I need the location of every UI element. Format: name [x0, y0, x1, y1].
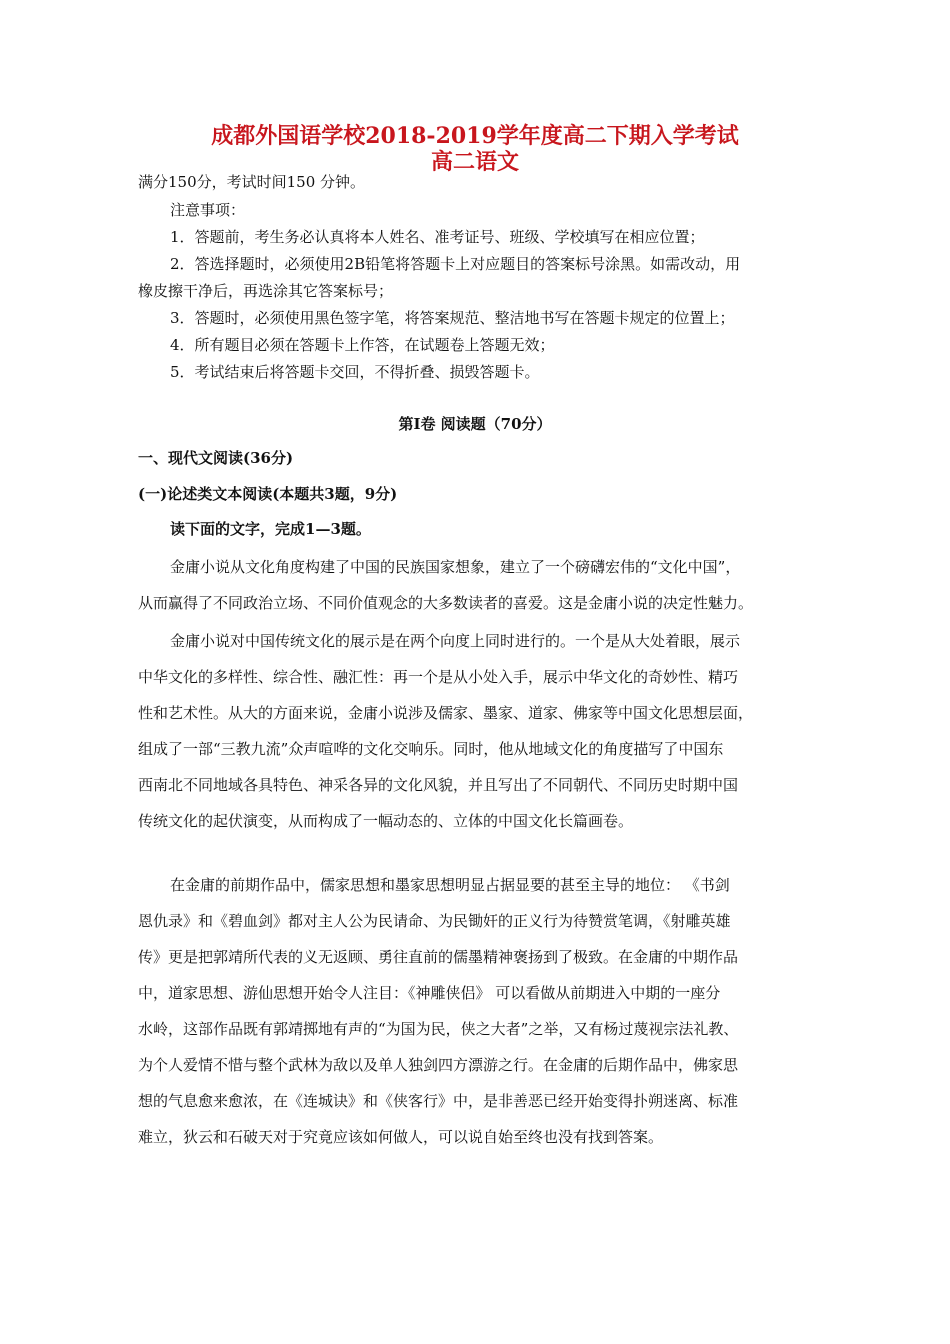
paragraph-line: 传统文化的起伏演变，从而构成了一幅动态的、立体的中国文化长篇画卷。 [138, 812, 634, 830]
notice-item: 4．所有题目必须在答题卡上作答，在试题卷上答题无效； [170, 336, 555, 354]
notice-item: 2．答选择题时，必须使用2B铅笔将答题卡上对应题目的答案标号涂黑。如需改动，用 [170, 255, 741, 273]
paragraph-line: 水岭，这部作品既有郭靖掷地有声的“为国为民，侠之大者”之举，又有杨过蔑视宗法礼教、 [138, 1020, 739, 1038]
paragraph-line: 传》更是把郭靖所代表的义无返顾、勇往直前的儒墨精神褒扬到了极致。在金庸的中期作品 [138, 948, 739, 966]
paragraph-line: 难立，狄云和石破天对于究竟应该如何做人，可以说自始至终也没有找到答案。 [138, 1128, 664, 1146]
paragraph-line: 想的气息愈来愈浓，在《连城诀》和《侠客行》中，是非善恶已经开始变得扑朔迷离、标准 [138, 1092, 739, 1110]
volume-heading: 第Ⅰ卷 阅读题（70分） [398, 415, 552, 433]
notice-block [138, 197, 828, 386]
paragraph-line: 金庸小说从文化角度构建了中国的民族国家想象，建立了一个磅礴宏伟的“文化中国”， [170, 558, 741, 576]
notice-item: 3．答题时，必须使用黑色签字笔，将答案规范、整洁地书写在答题卡规定的位置上； [170, 309, 735, 327]
reading-instruction: 读下面的文字，完成1—3题。 [170, 520, 371, 538]
paragraph-line: 性和艺术性。从大的方面来说，金庸小说涉及儒家、墨家、道家、佛家等中国文化思想层面， [138, 704, 754, 722]
passage-paragraph [138, 623, 820, 839]
paragraph-line: 西南北不同地域各具特色、神采各异的文化风貌，并且写出了不同朝代、不同历史时期中国 [138, 776, 739, 794]
exam-subtitle: 高二语文 [430, 149, 519, 175]
score-time-info: 满分150分，考试时间150 分钟。 [138, 173, 366, 191]
paragraph-line: 组成了一部“三教九流”众声喧哗的文化交响乐。同时，他从地域文化的角度描写了中国东 [138, 740, 724, 758]
paragraph-line: 在金庸的前期作品中，儒家思想和墨家思想明显占据显要的甚至主导的地位： 《书剑 [170, 876, 730, 894]
paragraph-line: 中华文化的多样性、综合性、融汇性：再一个是从小处入手，展示中华文化的奇妙性、精巧 [138, 668, 739, 686]
passage-paragraph [138, 549, 820, 621]
notice-item: 1．答题前，考生务必认真将本人姓名、准考证号、班级、学校填写在相应位置； [170, 228, 705, 246]
notice-heading: 注意事项： [170, 201, 246, 219]
passage-paragraph [138, 867, 820, 1155]
paragraph-line: 中，道家思想、游仙思想开始令人注目：《神雕侠侣》 可以看做从前期进入中期的一座分 [138, 984, 721, 1002]
paragraph-line: 金庸小说对中国传统文化的展示是在两个向度上同时进行的。一个是从大处着眼，展示 [170, 632, 741, 650]
paragraph-line: 恩仇录》和《碧血剑》都对主人公为民请命、为民锄奸的正义行为待赞赏笔调，《射雕英雄 [138, 912, 731, 930]
notice-item: 橡皮擦干净后，再选涂其它答案标号； [138, 282, 394, 300]
paragraph-line: 为个人爱情不惜与整个武林为敌以及单人独剑四方漂游之行。在金庸的后期作品中，佛家思 [138, 1056, 739, 1074]
part-heading: 一、现代文阅读(36分) [138, 449, 294, 467]
paragraph-line: 从而赢得了不同政治立场、不同价值观念的大多数读者的喜爱。这是金庸小说的决定性魅力。 [138, 594, 754, 612]
sub-heading: (一)论述类文本阅读(本题共3题，9分) [138, 485, 398, 503]
exam-title: 成都外国语学校2018-2019学年度高二下期入学考试 [211, 123, 739, 149]
notice-item: 5．考试结束后将答题卡交回，不得折叠、损毁答题卡。 [170, 363, 540, 381]
